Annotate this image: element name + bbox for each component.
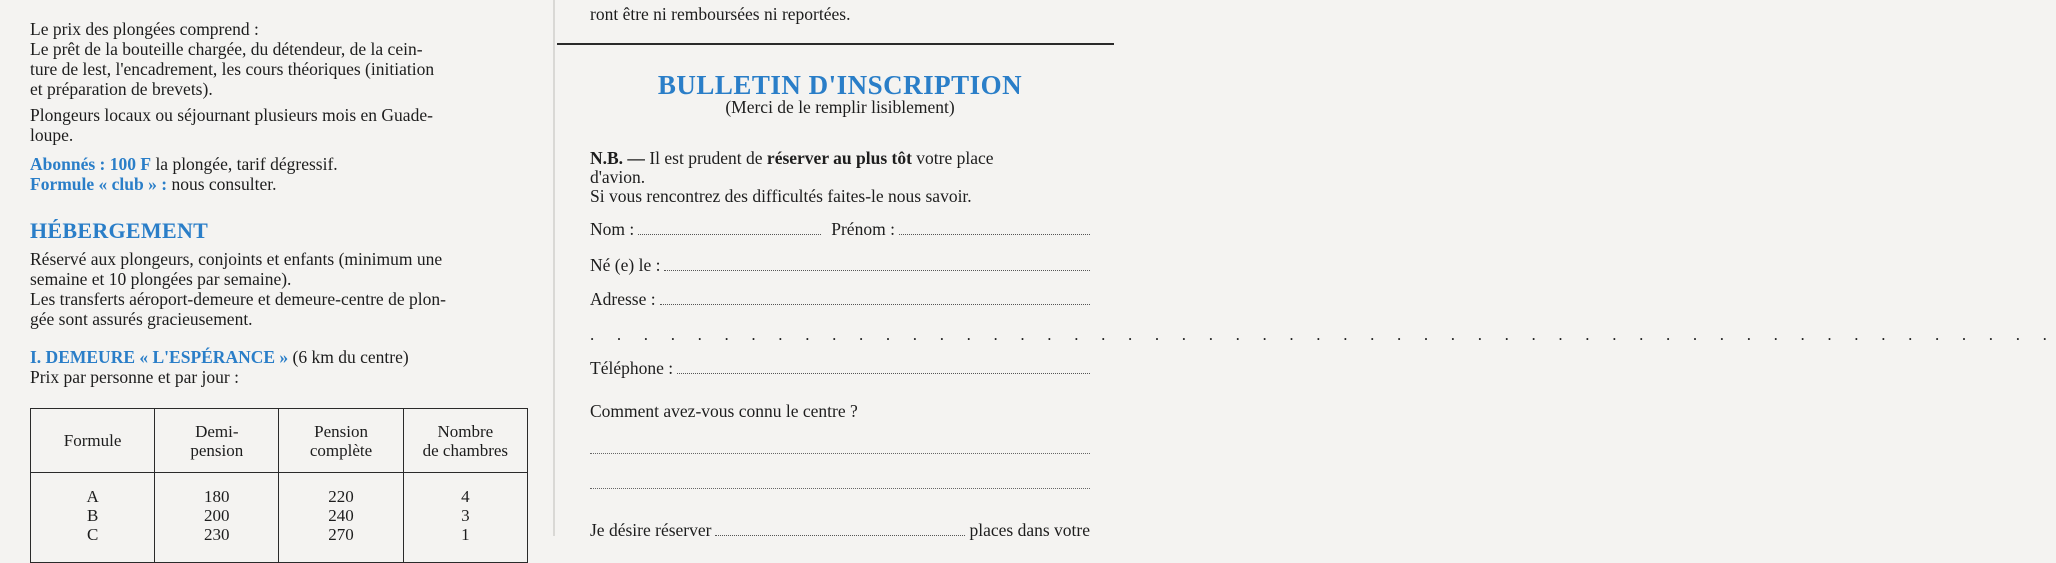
comment-question: Comment avez-vous connu le centre ? bbox=[590, 401, 858, 421]
nb-text-2: votre place bbox=[911, 148, 994, 168]
demeure-text: (6 km du centre) bbox=[288, 347, 409, 367]
page-fold bbox=[553, 0, 555, 536]
prix-line-2: ture de lest, l'encadrement, les cours théoriques (initiation bbox=[30, 59, 435, 79]
prenom-label: Prénom : bbox=[831, 219, 895, 239]
adresse-field-line-2[interactable]: . . . . . . . . . . . . . . . . . . . . . . . . . . . . . . . . . . . . . . . . . . . . . . . . . . . . . . . bbox=[590, 325, 2056, 344]
telephone-row bbox=[590, 355, 1090, 379]
club-label: Formule « club » : bbox=[30, 174, 168, 194]
prenom-field[interactable] bbox=[899, 233, 1090, 235]
prix-line-1: Le prêt de la bouteille chargée, du détendeur, de la cein- bbox=[30, 39, 423, 59]
abonnes-text: la plongée, tarif dégressif. bbox=[151, 154, 338, 174]
ne-le-row bbox=[590, 252, 1090, 276]
abonnes-line bbox=[30, 155, 338, 175]
col-nombre-chambres: 4 3 1 bbox=[403, 473, 527, 563]
heb-line-4: gée sont assurés gracieusement. bbox=[30, 309, 253, 329]
table-row bbox=[31, 473, 528, 563]
adresse-field[interactable] bbox=[660, 303, 1090, 305]
abonnes-label: Abonnés : 100 F bbox=[30, 154, 152, 174]
nb-label: N.B. — bbox=[590, 148, 645, 168]
nom-label: Nom : bbox=[590, 219, 635, 239]
reserver-label-1: Je désire réserver bbox=[590, 520, 712, 540]
prix-personne: Prix par personne et par jour : bbox=[30, 367, 239, 387]
reserver-label-2: places dans votre bbox=[969, 520, 1090, 540]
telephone-field[interactable] bbox=[677, 372, 1090, 374]
hebergement-heading: HÉBERGEMENT bbox=[30, 218, 209, 243]
header-nombre-chambres: Nombre de chambres bbox=[403, 409, 527, 473]
heb-line-2: semaine et 10 plongées par semaine). bbox=[30, 269, 292, 289]
col-demi-pension: 180 200 230 bbox=[155, 473, 279, 563]
comment-field-line-1[interactable] bbox=[590, 452, 1090, 454]
prix-line-3: et préparation de brevets). bbox=[30, 79, 213, 99]
table-header-row bbox=[31, 409, 528, 473]
reserver-field[interactable] bbox=[715, 534, 965, 536]
ne-le-label: Né (e) le : bbox=[590, 255, 661, 275]
adresse-label: Adresse : bbox=[590, 289, 656, 309]
adresse-row bbox=[590, 286, 1090, 310]
nb-text-1: Il est prudent de bbox=[644, 148, 767, 168]
demeure-line bbox=[30, 348, 409, 368]
prix-title: Le prix des plongées comprend : bbox=[30, 19, 259, 39]
heb-line-1: Réservé aux plongeurs, conjoints et enfants (minimum une bbox=[30, 249, 443, 269]
heb-line-3: Les transferts aéroport-demeure et demeure-centre de plon- bbox=[30, 289, 446, 309]
nom-field[interactable] bbox=[638, 233, 821, 235]
locaux-line-1: Plongeurs locaux ou séjournant plusieurs mois en Guade- bbox=[30, 105, 433, 125]
nb-line-1 bbox=[590, 149, 994, 169]
bulletin-title: BULLETIN D'INSCRIPTION bbox=[657, 70, 1023, 100]
header-pension-complete: Pension complète bbox=[279, 409, 403, 473]
locaux-line-2: loupe. bbox=[30, 125, 74, 145]
ne-le-field[interactable] bbox=[664, 269, 1090, 271]
telephone-label: Téléphone : bbox=[590, 358, 674, 378]
tarif-table bbox=[30, 408, 528, 563]
club-text: nous consulter. bbox=[167, 174, 277, 194]
top-line: ront être ni remboursées ni reportées. bbox=[590, 4, 851, 24]
header-demi-pension: Demi- pension bbox=[155, 409, 279, 473]
nb-bold: réserver au plus tôt bbox=[766, 148, 912, 168]
demeure-label: I. DEMEURE « L'ESPÉRANCE » bbox=[30, 347, 289, 367]
reserver-row bbox=[590, 517, 1090, 541]
nb-line-2: d'avion. bbox=[590, 167, 646, 187]
nom-row bbox=[590, 216, 1090, 240]
section-divider bbox=[557, 43, 1114, 45]
nb-line-3: Si vous rencontrez des difficultés faites-le nous savoir. bbox=[590, 186, 972, 206]
club-line bbox=[30, 175, 276, 195]
header-formule: Formule bbox=[31, 409, 155, 473]
col-pension-complete: 220 240 270 bbox=[279, 473, 403, 563]
col-formule: A B C bbox=[31, 473, 155, 563]
comment-field-line-2[interactable] bbox=[590, 487, 1090, 489]
bulletin-subtitle: (Merci de le remplir lisiblement) bbox=[725, 97, 955, 117]
